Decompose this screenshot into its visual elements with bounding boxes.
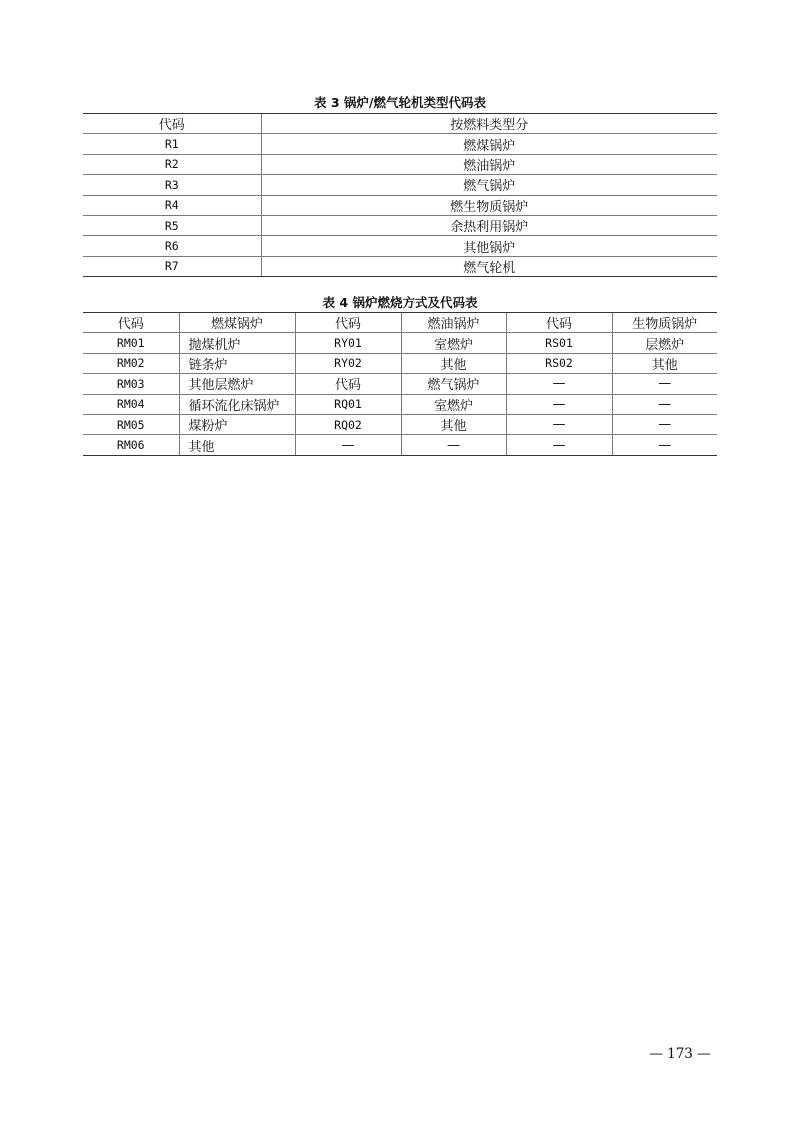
empty-cell: — xyxy=(612,374,717,394)
table3-caption: 表 3 锅炉/燃气轮机类型代码表 xyxy=(314,95,486,110)
table-row xyxy=(83,394,717,414)
table-header-row xyxy=(83,114,717,134)
code-cell: R5 xyxy=(83,215,261,235)
type-cell: 燃气轮机 xyxy=(261,256,717,276)
header-coal-boiler: 燃煤锅炉 xyxy=(179,313,295,333)
table-row xyxy=(83,236,717,256)
coal-method-cell: 链条炉 xyxy=(179,353,295,373)
table-row xyxy=(83,374,717,394)
coal-method-cell: 其他层燃炉 xyxy=(179,374,295,394)
gas-code-cell: RQ02 xyxy=(295,414,401,434)
table-row xyxy=(83,195,717,215)
code-cell: R3 xyxy=(83,175,261,195)
table-row xyxy=(83,256,717,276)
type-cell: 燃油锅炉 xyxy=(261,154,717,174)
table-row xyxy=(83,154,717,174)
coal-code-cell: RM03 xyxy=(83,374,179,394)
table-row xyxy=(83,333,717,353)
coal-method-cell: 煤粉炉 xyxy=(179,414,295,434)
table4-caption: 表 4 锅炉燃烧方式及代码表 xyxy=(322,295,478,310)
coal-code-cell: RM02 xyxy=(83,353,179,373)
empty-cell: — xyxy=(506,394,612,414)
table-row xyxy=(83,215,717,235)
biomass-code-cell: RS01 xyxy=(506,333,612,353)
oil-code-cell: RY01 xyxy=(295,333,401,353)
empty-cell: — xyxy=(612,435,717,455)
header-oil-boiler: 燃油锅炉 xyxy=(401,313,506,333)
empty-cell: — xyxy=(401,435,506,455)
table-row xyxy=(83,414,717,434)
oil-code-cell: RY02 xyxy=(295,353,401,373)
code-cell: R4 xyxy=(83,195,261,215)
coal-code-cell: RM04 xyxy=(83,394,179,414)
oil-method-cell: 室燃炉 xyxy=(401,333,506,353)
oil-method-cell: 其他 xyxy=(401,353,506,373)
type-cell: 余热利用锅炉 xyxy=(261,215,717,235)
biomass-method-cell: 其他 xyxy=(612,353,717,373)
header-fuel-type: 按燃料类型分 xyxy=(261,114,717,134)
coal-code-cell: RM05 xyxy=(83,414,179,434)
header-code: 代码 xyxy=(506,313,612,333)
empty-cell: — xyxy=(506,414,612,434)
type-cell: 燃生物质锅炉 xyxy=(261,195,717,215)
page-number: — 173 — xyxy=(649,1046,711,1062)
combustion-method-code-table xyxy=(83,312,717,456)
header-biomass-boiler: 生物质锅炉 xyxy=(612,313,717,333)
table-row xyxy=(83,353,717,373)
table-row xyxy=(83,435,717,455)
empty-cell: — xyxy=(506,374,612,394)
boiler-type-code-table xyxy=(83,113,717,277)
table-header-row xyxy=(83,313,717,333)
table-row xyxy=(83,134,717,154)
biomass-method-cell: 层燃炉 xyxy=(612,333,717,353)
biomass-code-cell: RS02 xyxy=(506,353,612,373)
coal-method-cell: 抛煤机炉 xyxy=(179,333,295,353)
gas-subheader-boiler: 燃气锅炉 xyxy=(401,374,506,394)
type-cell: 燃气锅炉 xyxy=(261,175,717,195)
gas-method-cell: 其他 xyxy=(401,414,506,434)
gas-subheader-code: 代码 xyxy=(295,374,401,394)
code-cell: R6 xyxy=(83,236,261,256)
table-row xyxy=(83,175,717,195)
type-cell: 燃煤锅炉 xyxy=(261,134,717,154)
empty-cell: — xyxy=(295,435,401,455)
header-code: 代码 xyxy=(83,114,261,134)
gas-code-cell: RQ01 xyxy=(295,394,401,414)
empty-cell: — xyxy=(506,435,612,455)
code-cell: R2 xyxy=(83,154,261,174)
empty-cell: — xyxy=(612,414,717,434)
gas-method-cell: 室燃炉 xyxy=(401,394,506,414)
coal-method-cell: 循环流化床锅炉 xyxy=(179,394,295,414)
code-cell: R7 xyxy=(83,256,261,276)
coal-code-cell: RM01 xyxy=(83,333,179,353)
code-cell: R1 xyxy=(83,134,261,154)
header-code: 代码 xyxy=(295,313,401,333)
coal-method-cell: 其他 xyxy=(179,435,295,455)
header-code: 代码 xyxy=(83,313,179,333)
coal-code-cell: RM06 xyxy=(83,435,179,455)
type-cell: 其他锅炉 xyxy=(261,236,717,256)
empty-cell: — xyxy=(612,394,717,414)
